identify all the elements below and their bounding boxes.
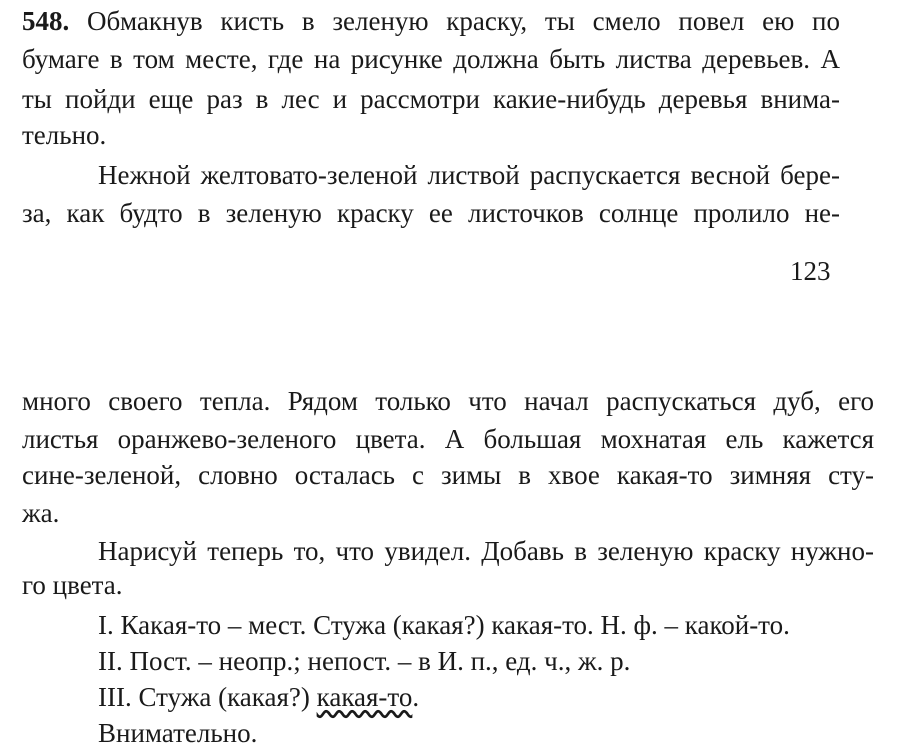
text-line-content: Обмакнув кисть в зеленую краску, ты смело повел ею по: [87, 6, 840, 36]
text-line: бумаге в том месте, где на рисунке должна быть листва деревьев. А: [22, 44, 840, 74]
text-line: тельно.: [22, 120, 107, 150]
text-line: Нарисуй теперь то, что увидел. Добавь в зеленую краску нужно-: [98, 536, 874, 566]
text-line: го цвета.: [22, 570, 123, 600]
text-line: Нежной желтовато-зеленой листвой распускается весной бере-: [98, 160, 840, 190]
text-line: много своего тепла. Рядом только что начал распускаться дуб, его: [22, 386, 874, 416]
underlined-word: какая-то: [316, 682, 413, 712]
text-line: ты пойди еще раз в лес и рассмотри какие-нибудь деревья внима-: [22, 84, 840, 114]
analysis-line-2: II. Пост. – неопр.; непост. – в И. п., ед. ч., ж. р.: [98, 646, 631, 676]
text-line: [22, 4, 840, 38]
exercise-number: 548.: [22, 6, 70, 36]
page-number: 123: [790, 256, 831, 286]
analysis-suffix: .: [412, 682, 420, 712]
analysis-line-1: I. Какая-то – мест. Стужа (какая?) какая-то. Н. ф. – какой-то.: [98, 610, 790, 640]
text-line: листья оранжево-зеленого цвета. А большая мохнатая ель кажется: [22, 424, 874, 454]
closing-word: Внимательно.: [98, 718, 258, 748]
analysis-prefix: III. Стужа (какая?): [98, 682, 317, 712]
text-line: сине-зеленой, словно осталась с зимы в хвое какая-то зимняя сту-: [22, 460, 874, 490]
analysis-line-3: [98, 680, 874, 714]
text-line: за, как будто в зеленую краску ее листочков солнце пролило не-: [22, 198, 840, 228]
text-line: жа.: [22, 498, 60, 528]
